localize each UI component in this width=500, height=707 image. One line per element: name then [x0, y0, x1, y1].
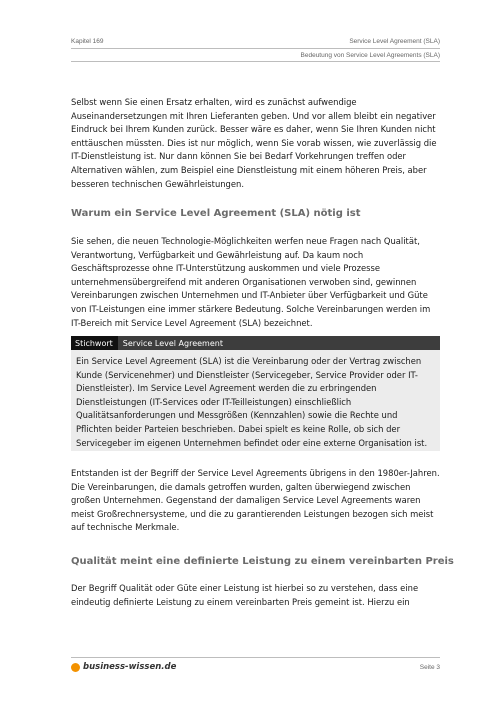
paragraph-history: Entstanden ist der Begriff der Service Level Agreements übrigens in den 1980er-Jahren. Die Vereinbarungen, die damals getroffen wurden, galten überwiegend zwischen großen Unternehmen. Gegenstand der damaligen Service Level Agreements waren meist Großrechnersysteme, und die zu garantierenden Leistungen bezogen sich meist auf technische Merkmale.	[71, 468, 440, 533]
keyword-box	[71, 350, 440, 451]
page-number: Seite 3	[419, 664, 440, 671]
logo-text: business-wissen.de	[83, 662, 177, 672]
keyword-tag: Stichwort	[71, 336, 118, 350]
logo-dot-icon	[71, 663, 80, 672]
header-divider-2	[71, 61, 440, 62]
header-divider	[71, 48, 440, 49]
keyword-header	[71, 336, 440, 350]
section-heading-quality: Qualität meint eine definierte Leistung zu einem vereinbarten Preis	[71, 556, 454, 567]
brand-logo[interactable]	[71, 662, 176, 672]
paragraph-technology: Sie sehen, die neuen Technologie-Möglichkeiten werfen neue Fragen nach Qualität, Verantwortung, Verfügbarkeit und Gewährleistung auf. Da kaum noch Geschäftsprozesse ohne IT-Unterstützung auskommen und viele Prozesse unternehmensübergreifend mit anderen Organisationen verwoben sind, gewinnen Vereinbarungen zwischen Unternehmen und IT-Anbieter über Verfügbarkeit und Güte von IT-Leistungen eine immer stärkere Bedeutung. Solche Vereinbarungen werden im IT-Bereich mit Service Level Agreement (SLA) bezeichnet.	[71, 236, 431, 328]
paragraph-intro: Selbst wenn Sie einen Ersatz erhalten, wird es zunächst aufwendige Auseinandersetzungen mit Ihren Lieferanten geben. Und vor allem bleibt ein negativer Eindruck bei Ihrem Kunden zurück. Besser wäre es daher, wenn Sie Ihren Kunden nicht enttäuschen müssten. Dies ist nur möglich, wenn Sie vorab wissen, wie zuverlässig die IT-Dienstleistung ist. Nur dann können Sie bei Bedarf Vorkehrungen treffen oder Alternativen wählen, zum Beispiel eine Dienstleistung mit einem höheren Preis, aber besseren technischen Gewährleistungen.	[71, 97, 437, 189]
section-heading-sla-need: Warum ein Service Level Agreement (SLA) nötig ist	[71, 208, 361, 219]
keyword-title: Service Level Agreement	[122, 338, 223, 348]
footer-divider	[71, 657, 440, 658]
chapter-label: Kapitel 169	[71, 38, 104, 45]
header-subtitle: Bedeutung von Service Level Agreements (SLA)	[300, 52, 440, 59]
header-title: Service Level Agreement (SLA)	[349, 38, 440, 45]
paragraph-quality: Der Begriff Qualität oder Güte einer Leistung ist hierbei so zu verstehen, dass eine eindeutig definierte Leistung zu einem vereinbarten Preis gemeint ist. Hierzu ein	[71, 583, 419, 607]
page-header	[71, 38, 440, 45]
keyword-definition: Ein Service Level Agreement (SLA) ist die Vereinbarung oder der Vertrag zwischen Kunde (Servicenehmer) und Dienstleister (Servicegeber, Service Provider oder IT-Dienstleister). Im Service Level Agreement werden die zu erbringenden Dienstleistungen (IT-Services oder IT-Teilleistungen) einschließlich Qualitätsanforderungen und Messgrößen (Kennzahlen) sowie die Rechte und Pflichten beider Parteien beschrieben. Dabei spielt es keine Rolle, ob sich der Servicegeber im eigenen Unternehmen befindet oder eine externe Organisation ist.	[76, 356, 428, 448]
